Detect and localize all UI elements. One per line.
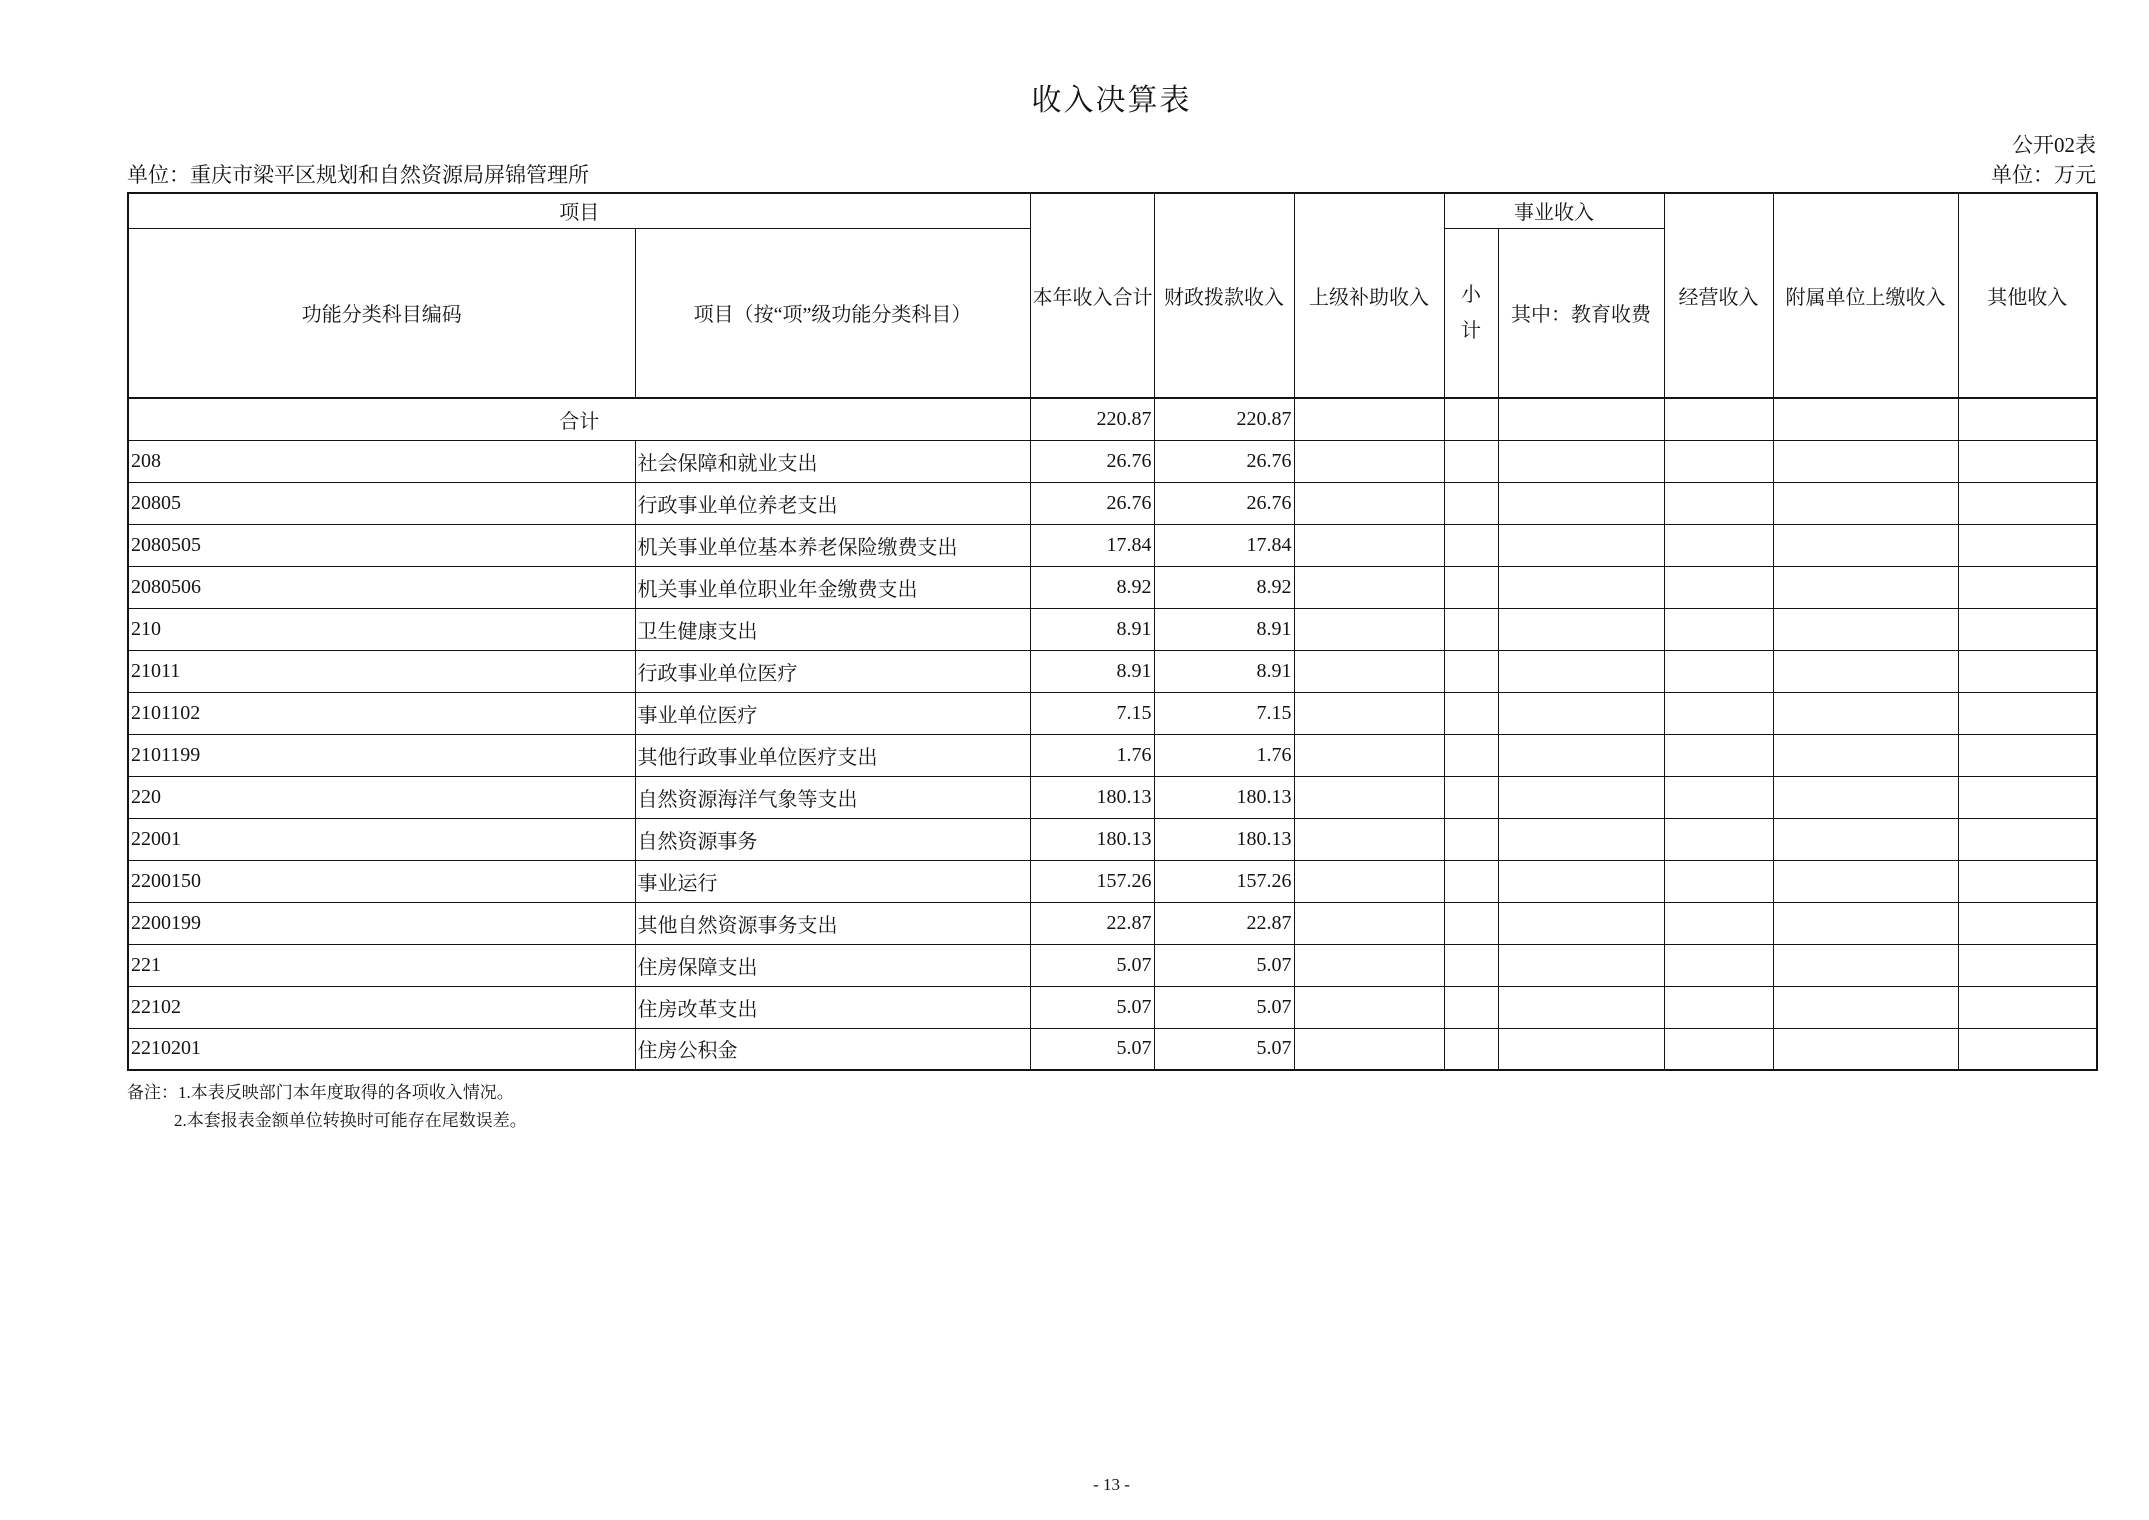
table-row [128, 734, 2097, 776]
row-total-income-value: 26.76 [1030, 482, 1154, 524]
row-subtotal-cell [1444, 776, 1498, 818]
total-row-education-fee-cell [1498, 398, 1664, 440]
total-row-other-income-cell [1958, 398, 2097, 440]
row-subtotal-cell [1444, 608, 1498, 650]
row-operating-income-cell [1664, 524, 1773, 566]
header-affiliated-remittance: 附属单位上缴收入 [1773, 193, 1958, 398]
row-operating-income-cell [1664, 986, 1773, 1028]
total-row-subtotal-cell [1444, 398, 1498, 440]
row-affiliated-cell [1773, 566, 1958, 608]
table-row [128, 440, 2097, 482]
row-subtotal-cell [1444, 734, 1498, 776]
unit-name: 单位：重庆市梁平区规划和自然资源局屏锦管理所 [127, 163, 589, 187]
row-superior-subsidy-cell [1294, 650, 1444, 692]
row-fiscal-allocation-value: 8.92 [1154, 566, 1294, 608]
row-education-fee-cell [1498, 944, 1664, 986]
header-superior-subsidy: 上级补助收入 [1294, 193, 1444, 398]
page-title: 收入决算表 [1031, 84, 1192, 117]
row-subtotal-cell [1444, 482, 1498, 524]
row-operating-income-cell [1664, 440, 1773, 482]
header-education-fee: 其中：教育收费 [1498, 228, 1664, 398]
row-fiscal-allocation-value: 7.15 [1154, 692, 1294, 734]
row-affiliated-cell [1773, 608, 1958, 650]
row-function-code: 2210201 [128, 1028, 635, 1070]
row-education-fee-cell [1498, 986, 1664, 1028]
row-operating-income-cell [1664, 734, 1773, 776]
page-number: - 13 - [1093, 1475, 1130, 1494]
row-superior-subsidy-cell [1294, 440, 1444, 482]
row-affiliated-cell [1773, 440, 1958, 482]
row-operating-income-cell [1664, 818, 1773, 860]
row-affiliated-cell [1773, 986, 1958, 1028]
row-function-code: 22001 [128, 818, 635, 860]
row-affiliated-cell [1773, 860, 1958, 902]
row-operating-income-cell [1664, 860, 1773, 902]
row-fiscal-allocation-value: 26.76 [1154, 440, 1294, 482]
table-header [128, 193, 2097, 398]
row-superior-subsidy-cell [1294, 986, 1444, 1028]
row-other-income-cell [1958, 944, 2097, 986]
row-item-name: 行政事业单位医疗 [635, 650, 1030, 692]
row-superior-subsidy-cell [1294, 524, 1444, 566]
row-item-name: 事业单位医疗 [635, 692, 1030, 734]
row-fiscal-allocation-value: 157.26 [1154, 860, 1294, 902]
row-total-income-value: 8.92 [1030, 566, 1154, 608]
row-subtotal-cell [1444, 944, 1498, 986]
row-affiliated-cell [1773, 734, 1958, 776]
note-line-1: 备注：1.本表反映部门本年度取得的各项收入情况。 [127, 1083, 514, 1102]
page-content [127, 0, 2096, 1129]
table-row [128, 944, 2097, 986]
row-total-income-value: 17.84 [1030, 524, 1154, 566]
header-item-name: 项目（按“项”级功能分类科目） [635, 228, 1030, 398]
row-function-code: 21011 [128, 650, 635, 692]
row-subtotal-cell [1444, 692, 1498, 734]
note-line-2: 2.本套报表金额单位转换时可能存在尾数误差。 [174, 1111, 527, 1130]
row-other-income-cell [1958, 986, 2097, 1028]
row-total-income-value: 5.07 [1030, 944, 1154, 986]
notes [127, 1084, 2096, 1129]
row-superior-subsidy-cell [1294, 776, 1444, 818]
row-total-income-value: 5.07 [1030, 986, 1154, 1028]
row-subtotal-cell [1444, 986, 1498, 1028]
row-fiscal-allocation-value: 5.07 [1154, 944, 1294, 986]
row-total-income-value: 180.13 [1030, 818, 1154, 860]
income-final-accounts-table [127, 192, 2098, 1071]
header-other-income: 其他收入 [1958, 193, 2097, 398]
header-function-code: 功能分类科目编码 [128, 228, 635, 398]
row-education-fee-cell [1498, 776, 1664, 818]
row-item-name: 行政事业单位养老支出 [635, 482, 1030, 524]
row-fiscal-allocation-value: 5.07 [1154, 986, 1294, 1028]
row-affiliated-cell [1773, 902, 1958, 944]
row-education-fee-cell [1498, 566, 1664, 608]
total-row-affiliated-cell [1773, 398, 1958, 440]
total-row-total-value: 220.87 [1030, 398, 1154, 440]
row-superior-subsidy-cell [1294, 860, 1444, 902]
row-other-income-cell [1958, 902, 2097, 944]
row-fiscal-allocation-value: 26.76 [1154, 482, 1294, 524]
total-row-operating-income-cell [1664, 398, 1773, 440]
table-body [128, 398, 2097, 1070]
table-row [128, 650, 2097, 692]
row-function-code: 2200150 [128, 860, 635, 902]
total-row-label: 合计 [128, 398, 1030, 440]
header-total-income: 本年收入合计 [1030, 193, 1154, 398]
table-row [128, 482, 2097, 524]
table-row [128, 524, 2097, 566]
table-row [128, 692, 2097, 734]
table-row [128, 860, 2097, 902]
total-row-fiscal-value: 220.87 [1154, 398, 1294, 440]
row-other-income-cell [1958, 734, 2097, 776]
row-item-name: 住房公积金 [635, 1028, 1030, 1070]
row-subtotal-cell [1444, 1028, 1498, 1070]
row-operating-income-cell [1664, 776, 1773, 818]
row-subtotal-cell [1444, 566, 1498, 608]
row-item-name: 自然资源事务 [635, 818, 1030, 860]
row-operating-income-cell [1664, 566, 1773, 608]
row-function-code: 2080505 [128, 524, 635, 566]
row-education-fee-cell [1498, 608, 1664, 650]
row-subtotal-cell [1444, 650, 1498, 692]
row-fiscal-allocation-value: 17.84 [1154, 524, 1294, 566]
row-total-income-value: 8.91 [1030, 650, 1154, 692]
row-operating-income-cell [1664, 944, 1773, 986]
row-function-code: 2080506 [128, 566, 635, 608]
row-superior-subsidy-cell [1294, 734, 1444, 776]
row-total-income-value: 157.26 [1030, 860, 1154, 902]
row-function-code: 208 [128, 440, 635, 482]
row-total-income-value: 22.87 [1030, 902, 1154, 944]
row-education-fee-cell [1498, 482, 1664, 524]
row-superior-subsidy-cell [1294, 902, 1444, 944]
row-affiliated-cell [1773, 944, 1958, 986]
row-total-income-value: 180.13 [1030, 776, 1154, 818]
row-operating-income-cell [1664, 1028, 1773, 1070]
row-total-income-value: 26.76 [1030, 440, 1154, 482]
row-operating-income-cell [1664, 608, 1773, 650]
row-total-income-value: 8.91 [1030, 608, 1154, 650]
row-fiscal-allocation-value: 180.13 [1154, 818, 1294, 860]
header-business-income-group: 事业收入 [1444, 193, 1664, 228]
row-other-income-cell [1958, 776, 2097, 818]
row-superior-subsidy-cell [1294, 818, 1444, 860]
row-operating-income-cell [1664, 482, 1773, 524]
row-superior-subsidy-cell [1294, 944, 1444, 986]
row-superior-subsidy-cell [1294, 692, 1444, 734]
unit-row [127, 165, 2096, 186]
row-function-code: 20805 [128, 482, 635, 524]
row-item-name: 住房改革支出 [635, 986, 1030, 1028]
table-row [128, 566, 2097, 608]
row-function-code: 22102 [128, 986, 635, 1028]
row-total-income-value: 1.76 [1030, 734, 1154, 776]
row-total-income-value: 5.07 [1030, 1028, 1154, 1070]
row-operating-income-cell [1664, 692, 1773, 734]
row-superior-subsidy-cell [1294, 482, 1444, 524]
table-row [128, 986, 2097, 1028]
row-education-fee-cell [1498, 860, 1664, 902]
row-fiscal-allocation-value: 180.13 [1154, 776, 1294, 818]
row-operating-income-cell [1664, 902, 1773, 944]
row-total-income-value: 7.15 [1030, 692, 1154, 734]
row-item-name: 社会保障和就业支出 [635, 440, 1030, 482]
row-fiscal-allocation-value: 22.87 [1154, 902, 1294, 944]
row-operating-income-cell [1664, 650, 1773, 692]
table-row [128, 818, 2097, 860]
row-education-fee-cell [1498, 524, 1664, 566]
row-other-income-cell [1958, 650, 2097, 692]
row-item-name: 其他自然资源事务支出 [635, 902, 1030, 944]
row-affiliated-cell [1773, 776, 1958, 818]
row-function-code: 2101199 [128, 734, 635, 776]
row-function-code: 2200199 [128, 902, 635, 944]
row-item-name: 其他行政事业单位医疗支出 [635, 734, 1030, 776]
table-row [128, 1028, 2097, 1070]
row-other-income-cell [1958, 860, 2097, 902]
row-affiliated-cell [1773, 482, 1958, 524]
total-row [128, 398, 2097, 440]
table-row [128, 902, 2097, 944]
row-subtotal-cell [1444, 902, 1498, 944]
row-function-code: 221 [128, 944, 635, 986]
table-row [128, 776, 2097, 818]
row-education-fee-cell [1498, 818, 1664, 860]
total-row-superior-subsidy-cell [1294, 398, 1444, 440]
row-function-code: 2101102 [128, 692, 635, 734]
row-superior-subsidy-cell [1294, 1028, 1444, 1070]
row-other-income-cell [1958, 692, 2097, 734]
row-item-name: 机关事业单位职业年金缴费支出 [635, 566, 1030, 608]
row-function-code: 220 [128, 776, 635, 818]
row-item-name: 事业运行 [635, 860, 1030, 902]
unit-of-measure: 单位：万元 [1991, 163, 2096, 187]
table-row [128, 608, 2097, 650]
form-code: 公开02表 [2012, 133, 2096, 157]
row-subtotal-cell [1444, 524, 1498, 566]
row-affiliated-cell [1773, 650, 1958, 692]
row-item-name: 自然资源海洋气象等支出 [635, 776, 1030, 818]
header-operating-income: 经营收入 [1664, 193, 1773, 398]
row-other-income-cell [1958, 608, 2097, 650]
row-item-name: 机关事业单位基本养老保险缴费支出 [635, 524, 1030, 566]
header-subtotal-label: 小计 [1461, 283, 1481, 342]
row-other-income-cell [1958, 440, 2097, 482]
header-row-1 [128, 193, 2097, 228]
row-fiscal-allocation-value: 1.76 [1154, 734, 1294, 776]
row-subtotal-cell [1444, 860, 1498, 902]
row-other-income-cell [1958, 818, 2097, 860]
row-other-income-cell [1958, 1028, 2097, 1070]
row-function-code: 210 [128, 608, 635, 650]
row-fiscal-allocation-value: 5.07 [1154, 1028, 1294, 1070]
row-superior-subsidy-cell [1294, 566, 1444, 608]
row-affiliated-cell [1773, 1028, 1958, 1070]
header-fiscal-allocation: 财政拨款收入 [1154, 193, 1294, 398]
row-other-income-cell [1958, 566, 2097, 608]
row-other-income-cell [1958, 524, 2097, 566]
row-superior-subsidy-cell [1294, 608, 1444, 650]
row-subtotal-cell [1444, 440, 1498, 482]
row-fiscal-allocation-value: 8.91 [1154, 608, 1294, 650]
row-affiliated-cell [1773, 524, 1958, 566]
row-education-fee-cell [1498, 1028, 1664, 1070]
row-affiliated-cell [1773, 692, 1958, 734]
row-item-name: 住房保障支出 [635, 944, 1030, 986]
row-other-income-cell [1958, 482, 2097, 524]
row-subtotal-cell [1444, 818, 1498, 860]
header-project-group: 项目 [128, 193, 1030, 228]
row-education-fee-cell [1498, 440, 1664, 482]
row-education-fee-cell [1498, 734, 1664, 776]
header-subtotal [1444, 228, 1498, 398]
row-fiscal-allocation-value: 8.91 [1154, 650, 1294, 692]
row-affiliated-cell [1773, 818, 1958, 860]
row-education-fee-cell [1498, 650, 1664, 692]
row-item-name: 卫生健康支出 [635, 608, 1030, 650]
row-education-fee-cell [1498, 902, 1664, 944]
row-education-fee-cell [1498, 692, 1664, 734]
